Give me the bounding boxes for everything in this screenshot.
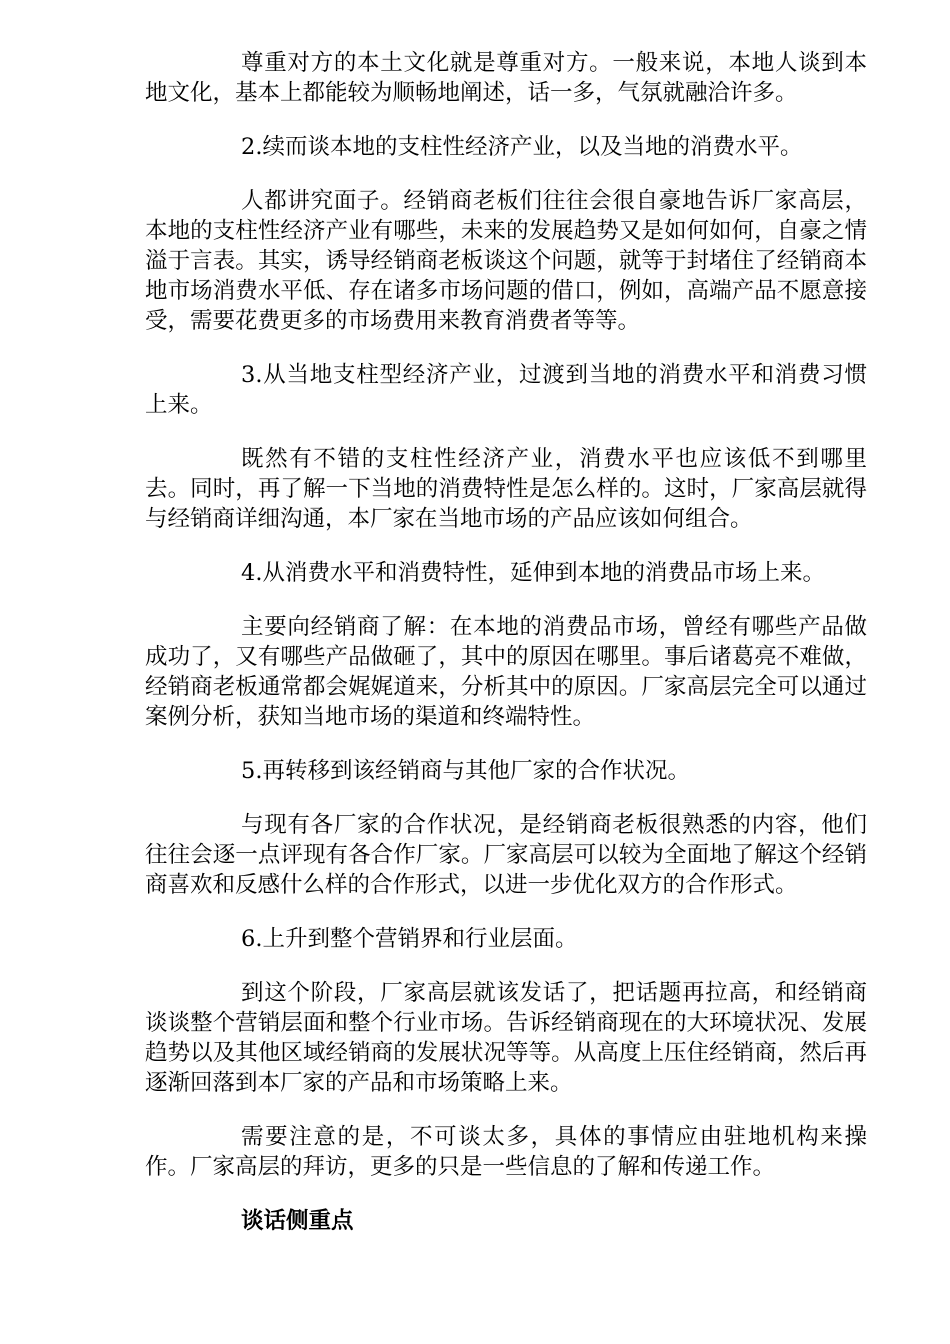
paragraph-step-4: 4.从消费水平和消费特性，延伸到本地的消费品市场上来。 bbox=[241, 560, 825, 586]
paragraph-step-5: 5.再转移到该经销商与其他厂家的合作状况。 bbox=[241, 758, 690, 784]
paragraph-step-6: 6.上升到整个营销界和行业层面。 bbox=[241, 926, 578, 952]
paragraph-local-culture: 尊重对方的本土文化就是尊重对方。一般来说，本地人谈到本地文化，基本上都能较为顺畅地阐述，话一多，气氛就融洽许多。 bbox=[145, 50, 867, 106]
paragraph-industry: 到这个阶段，厂家高层就该发话了，把话题再拉高，和经销商谈谈整个营销层面和整个行业市场。告诉经销商现在的大环境状况、发展趋势以及其他区域经销商的发展状况等等。从高度上压住经销商，然后再逐渐回落到本厂家的产品和市场策略上来。 bbox=[145, 980, 867, 1096]
paragraph-step-3: 3.从当地支柱型经济产业，过渡到当地的消费水平和消费习惯上来。 bbox=[145, 362, 867, 418]
section-heading: 谈话侧重点 bbox=[241, 1208, 354, 1234]
paragraph-step-2: 2.续而谈本地的支柱性经济产业，以及当地的消费水平。 bbox=[241, 134, 803, 160]
paragraph-note: 需要注意的是，不可谈太多，具体的事情应由驻地机构来操作。厂家高层的拜访，更多的只是一些信息的了解和传递工作。 bbox=[145, 1124, 867, 1180]
paragraph-consumption: 既然有不错的支柱性经济产业，消费水平也应该低不到哪里去。同时，再了解一下当地的消费特性是怎么样的。这时，厂家高层就得与经销商详细沟通，本厂家在当地市场的产品应该如何组合。 bbox=[145, 446, 867, 532]
paragraph-face: 人都讲究面子。经销商老板们往往会很自豪地告诉厂家高层，本地的支柱性经济产业有哪些，未来的发展趋势又是如何如何，自豪之情溢于言表。其实，诱导经销商老板谈这个问题，就等于封堵住了经销商本地市场消费水平低、存在诸多市场问题的借口，例如，高端产品不愿意接受，需要花费更多的市场费用来教育消费者等等。 bbox=[145, 188, 867, 334]
paragraph-market-cases: 主要向经销商了解：在本地的消费品市场，曾经有哪些产品做成功了，又有哪些产品做砸了，其中的原因在哪里。事后诸葛亮不难做，经销商老板通常都会娓娓道来，分析其中的原因。厂家高层完全可以通过案例分析，获知当地市场的渠道和终端特性。 bbox=[145, 614, 867, 730]
document-body bbox=[145, 48, 867, 1260]
paragraph-cooperation: 与现有各厂家的合作状况，是经销商老板很熟悉的内容，他们往往会逐一点评现有各合作厂家。厂家高层可以较为全面地了解这个经销商喜欢和反感什么样的合作形式，以进一步优化双方的合作形式。 bbox=[145, 812, 867, 898]
